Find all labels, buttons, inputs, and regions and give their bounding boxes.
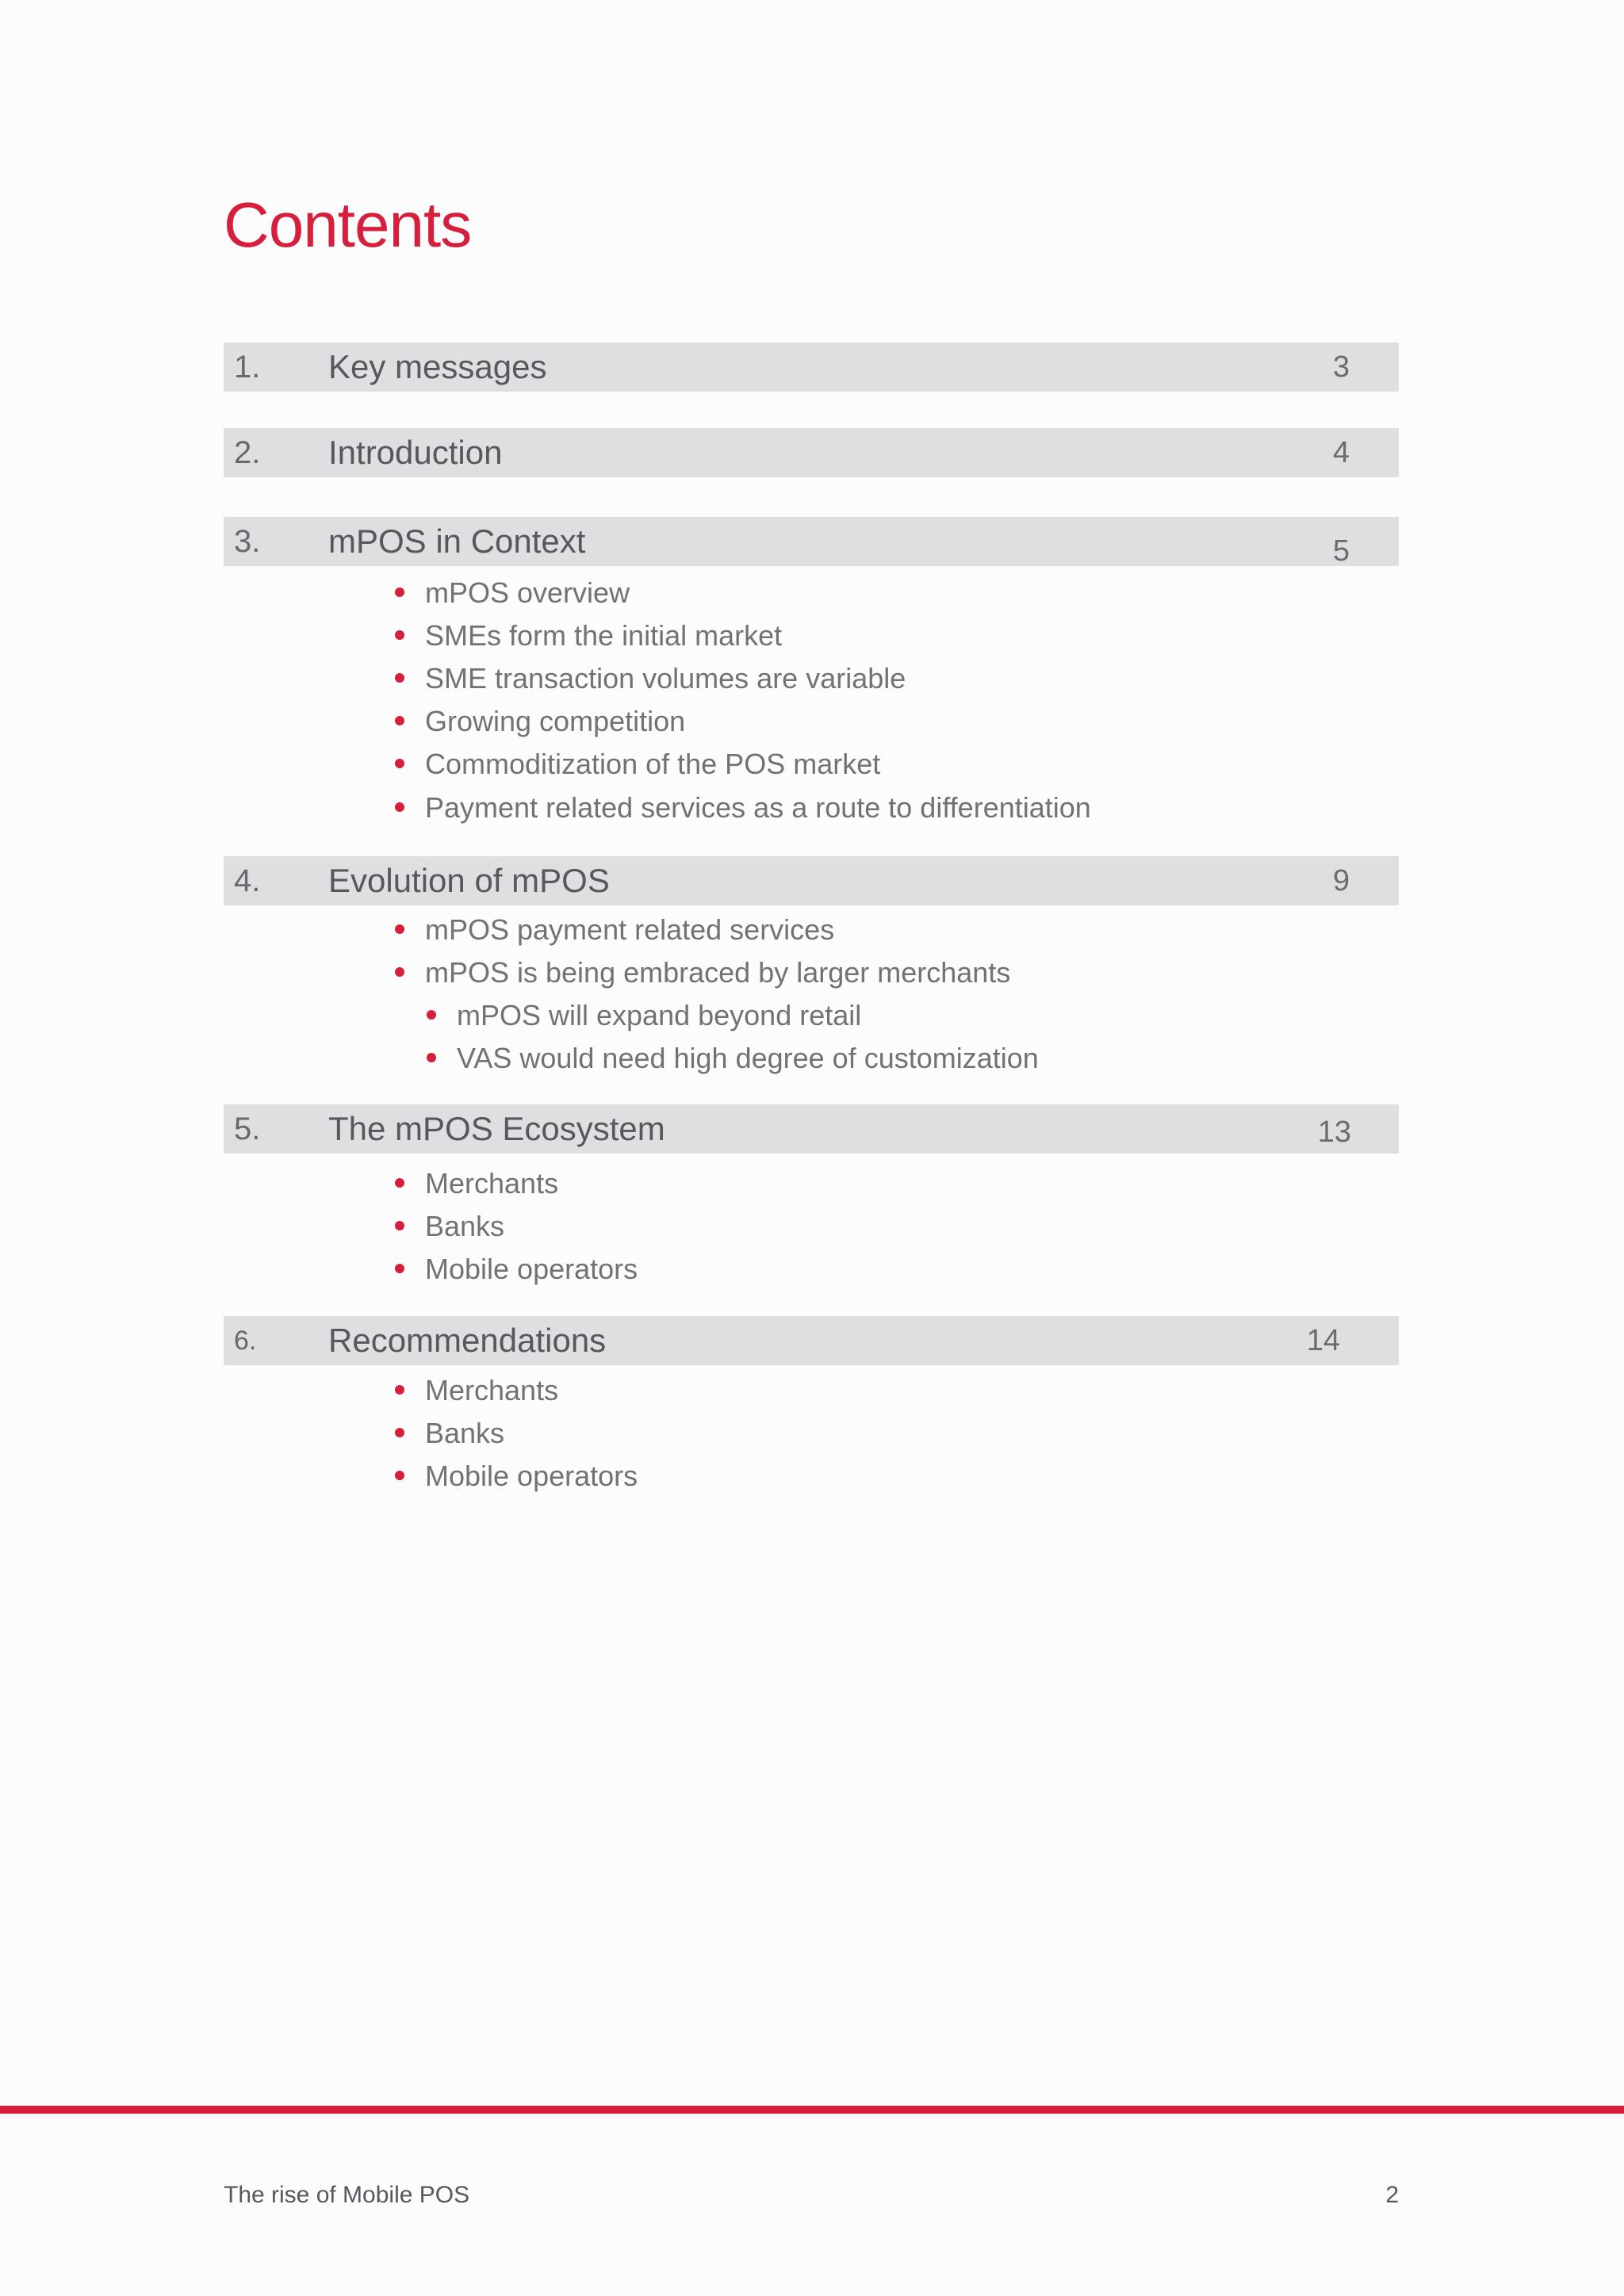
toc-sub-item[interactable] [395, 1412, 504, 1455]
section-page-number: 9 [1332, 864, 1350, 897]
sub-item-label: Payment related services as a route to differentiation [425, 791, 1091, 824]
toc-sub-item[interactable] [395, 951, 1010, 994]
sub-item-label: Commoditization of the POS market [425, 748, 881, 780]
toc-section-introduction[interactable] [224, 428, 1399, 477]
section-number: 3. [234, 524, 261, 559]
sub-item-label: SME transaction volumes are variable [425, 662, 906, 695]
toc-sub-item[interactable] [395, 743, 880, 786]
toc-section-evolution-of-mpos[interactable] [224, 856, 1399, 905]
sub-item-label: Mobile operators [425, 1253, 638, 1285]
sub-item-label: mPOS is being embraced by larger merchants [425, 956, 1011, 989]
sub-item-label: Merchants [425, 1167, 559, 1200]
sub-item-label: mPOS overview [425, 576, 630, 609]
sub-item-label: Banks [425, 1417, 505, 1449]
bullet-icon [395, 1471, 404, 1480]
bullet-icon [395, 802, 404, 812]
section-number: 5. [234, 1112, 261, 1146]
section-title: Recommendations [328, 1322, 607, 1359]
sub-item-label: Merchants [425, 1374, 559, 1406]
bullet-icon [395, 587, 404, 597]
toc-section-mpos-in-context[interactable] [224, 517, 1399, 566]
toc-sub-item[interactable] [395, 657, 906, 700]
section-page-number: 3 [1332, 350, 1350, 384]
section-title: Evolution of mPOS [328, 862, 610, 899]
bullet-icon [395, 1428, 404, 1437]
toc-sub-item[interactable] [427, 1037, 1039, 1080]
toc-section-recommendations[interactable] [224, 1316, 1399, 1365]
section-number: 1. [234, 350, 261, 385]
toc-sub-item[interactable] [395, 614, 782, 657]
bullet-icon [395, 1385, 404, 1395]
section-title: The mPOS Ecosystem [328, 1110, 665, 1147]
section-page-number: 14 [1306, 1324, 1340, 1357]
toc-section-key-messages[interactable] [224, 342, 1399, 392]
section-page-number: 4 [1332, 436, 1350, 469]
toc-sub-item[interactable] [427, 994, 861, 1037]
section-title: mPOS in Context [328, 522, 586, 560]
toc-sub-item[interactable] [395, 572, 630, 614]
sub-item-label: Growing competition [425, 705, 686, 737]
section-page-number: 13 [1317, 1115, 1351, 1149]
bullet-icon [395, 759, 404, 768]
footer-divider [0, 2106, 1624, 2114]
toc-sub-item[interactable] [395, 1162, 558, 1205]
toc-sub-item[interactable] [395, 1248, 638, 1291]
bullet-icon [395, 1264, 404, 1273]
toc-sub-item[interactable] [395, 786, 1091, 829]
sub-item-label: mPOS payment related services [425, 913, 835, 946]
toc-sub-item[interactable] [395, 1455, 638, 1498]
sub-item-label: Mobile operators [425, 1460, 638, 1492]
section-number: 6. [234, 1326, 257, 1356]
sub-item-label: mPOS will expand beyond retail [457, 999, 862, 1031]
toc-sub-item[interactable] [395, 909, 834, 951]
section-title: Introduction [328, 434, 503, 471]
bullet-icon [395, 630, 404, 640]
section-title: Key messages [328, 348, 547, 385]
section-number: 2. [234, 435, 261, 470]
footer-document-title: The rise of Mobile POS [224, 2182, 470, 2208]
section-number: 4. [234, 863, 261, 898]
section-page-number: 5 [1332, 534, 1350, 568]
bullet-icon [395, 716, 404, 725]
toc-section-mpos-ecosystem[interactable] [224, 1104, 1399, 1154]
bullet-icon [427, 1010, 436, 1020]
footer-page-number: 2 [1385, 2182, 1399, 2208]
bullet-icon [395, 924, 404, 934]
bullet-icon [395, 967, 404, 977]
bullet-icon [395, 1178, 404, 1188]
toc-sub-item[interactable] [395, 700, 685, 743]
toc-sub-item[interactable] [395, 1369, 558, 1412]
sub-item-label: SMEs form the initial market [425, 619, 783, 652]
sub-item-label: Banks [425, 1210, 505, 1242]
toc-sub-item[interactable] [395, 1205, 504, 1248]
bullet-icon [427, 1053, 436, 1062]
bullet-icon [395, 673, 404, 683]
sub-item-label: VAS would need high degree of customization [457, 1042, 1039, 1074]
bullet-icon [395, 1221, 404, 1230]
page-title: Contents [224, 189, 472, 260]
